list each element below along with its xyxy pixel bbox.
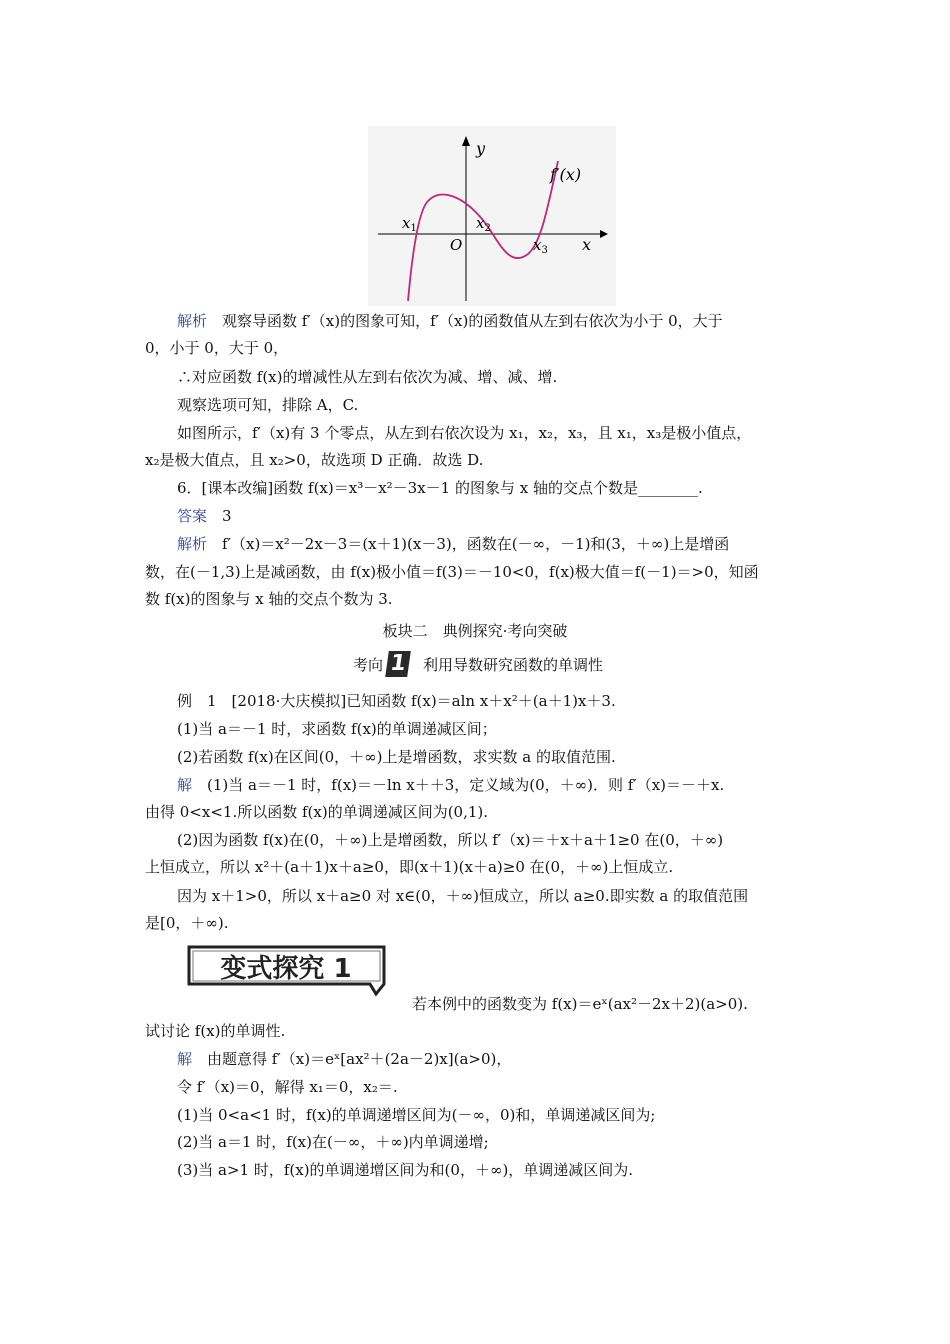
- kaoxiang-heading: 考向 1 利用导数研究函数的单调性: [353, 651, 604, 676]
- variant-line-1: 若本例中的函数变为 f(x)＝eˣ(ax²－2x＋2)(a>0).: [412, 995, 748, 1013]
- analysis-tag: 解析: [177, 535, 208, 553]
- ex1-sol-line-1: 解 (1)当 a＝－1 时，f(x)＝－ln x＋＋3，定义域为(0，＋∞)．则 f′（x)＝－＋x.: [177, 776, 725, 794]
- variant-sol-line-3: (1)当 0<a<1 时，f(x)的单调递增区间为(－∞，0)和，单调递减区间为;: [177, 1106, 656, 1124]
- variant-sol-line-5: (3)当 a>1 时，f(x)的单调递增区间为和(0，＋∞)，单调递减区间为.: [177, 1161, 634, 1179]
- variant-sol-line-4: (2)当 a＝1 时，f(x)在(－∞，＋∞)内单调递增;: [177, 1133, 489, 1151]
- q6-sol-line-2: 数，在(－1,3)上是减函数，由 f(x)极小值＝f(3)＝－10<0，f(x)极大值＝f(－1)＝>0，知函: [145, 563, 759, 581]
- p1-line-1: 解析 观察导函数 f′（x)的图象可知，f′（x)的函数值从左到右依次为小于 0，大于: [177, 312, 723, 330]
- solution-tag: 解: [177, 1050, 193, 1068]
- q6-sol-line-1: 解析 f′（x)＝x²－2x－3＝(x＋1)(x－3)，函数在(－∞，－1)和(3，＋∞)上是增函: [177, 535, 730, 553]
- ex1-sol-line-5: 因为 x＋1>0，所以 x＋a≥0 对 x∈(0，＋∞)恒成立，所以 a≥0.即实数 a 的取值范围: [177, 887, 749, 905]
- q6-sol-line-3: 数 f(x)的图象与 x 轴的交点个数为 3.: [145, 590, 393, 608]
- variant-banner-text: 变式探究 1: [220, 954, 352, 984]
- ex1-sol-line-2: 由得 0<x<1.所以函数 f(x)的单调递减区间为(0,1).: [145, 803, 489, 821]
- p1-line-5: 如图所示，f′（x)有 3 个零点，从左到右依次设为 x₁，x₂，x₃，且 x₁，x₃是极小值点，: [177, 424, 752, 442]
- variant-sol-line-2: 令 f′（x)＝0，解得 x₁＝0，x₂＝.: [177, 1078, 398, 1096]
- curve-label: f′(x): [550, 165, 582, 184]
- analysis-tag: 解析: [177, 312, 208, 330]
- x1-label: $x_1$: [402, 214, 417, 234]
- section-title: 板块二 典例探究·考向突破: [382, 622, 568, 640]
- x-axis-label: x: [582, 235, 592, 254]
- x2-label: $x_2$: [476, 214, 491, 234]
- origin-label: O: [450, 236, 463, 254]
- p1-line-6: x₂是极大值点，且 x₂>0，故选项 D 正确．故选 D.: [145, 451, 484, 469]
- x3-label: $x_3$: [533, 236, 548, 256]
- variant-sol-line-1: 解 由题意得 f′（x)＝eˣ[ax²＋(2a－2)x](a>0)，: [177, 1050, 512, 1068]
- solution-tag: 解: [177, 776, 193, 794]
- ex1-sol-line-4: 上恒成立，所以 x²＋(a＋1)x＋a≥0，即(x＋1)(x＋a)≥0 在(0，＋∞)上恒成立.: [145, 858, 674, 876]
- example-1-part-1: (1)当 a＝－1 时，求函数 f(x)的单调递减区间；: [177, 720, 497, 738]
- p1-line-3: ∴对应函数 f(x)的增减性从左到右依次为减、增、减、增.: [177, 368, 558, 386]
- question-6: 6．[课本改编]函数 f(x)＝x³－x²－3x－1 的图象与 x 轴的交点个数是________.: [177, 479, 703, 497]
- derivative-graph: [368, 126, 616, 306]
- y-axis-label: y: [476, 139, 486, 158]
- kaoxiang-number-badge: 1: [385, 651, 411, 677]
- example-1: 例 1 [2018·大庆模拟]已知函数 f(x)＝aln x＋x²＋(a＋1)x＋3.: [177, 692, 616, 710]
- variant-banner: [186, 944, 392, 998]
- variant-line-2: 试讨论 f(x)的单调性.: [145, 1022, 286, 1040]
- answer-tag: 答案: [177, 507, 208, 525]
- ex1-sol-line-3: (2)因为函数 f(x)在(0，＋∞)上是增函数，所以 f′（x)＝＋x＋a＋1≥0 在(0，＋∞): [177, 831, 724, 849]
- p1-line-4: 观察选项可知，排除 A，C.: [177, 396, 359, 414]
- q6-answer: 答案 3: [177, 507, 232, 525]
- example-1-part-2: (2)若函数 f(x)在区间(0，＋∞)上是增函数，求实数 a 的取值范围.: [177, 748, 616, 766]
- ex1-sol-line-6: 是[0，＋∞).: [145, 914, 229, 932]
- p1-line-2: 0，小于 0，大于 0，: [145, 339, 289, 357]
